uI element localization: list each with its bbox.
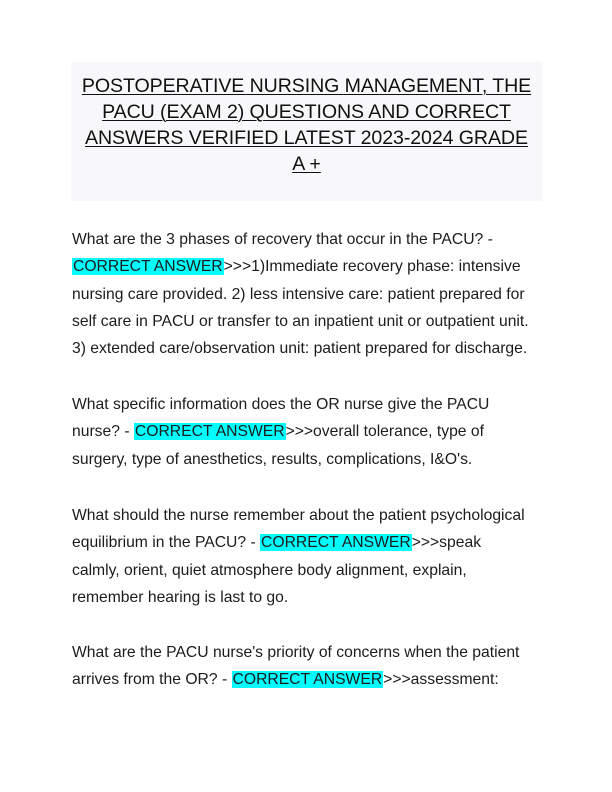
qa-item: [72, 502, 552, 611]
qa-item: [72, 639, 552, 694]
answer-line: [72, 529, 552, 556]
correct-answer-marker: CORRECT ANSWER: [134, 423, 285, 441]
answer-text: self care in PACU or transfer to an inpatient unit or outpatient unit.: [72, 312, 529, 330]
answer-text: surgery, type of anesthetics, results, complications, I&O's.: [72, 450, 473, 468]
answer-text: remember hearing is last to go.: [72, 588, 289, 606]
title-line: ANSWERS VERIFIED LATEST 2023-2024 GRADE: [85, 127, 528, 149]
title-line: PACU (EXAM 2) QUESTIONS AND CORRECT: [102, 101, 511, 123]
question-text: What are the PACU nurse's priority of concerns when the patient: [72, 644, 520, 661]
correct-answer-marker: CORRECT ANSWER: [261, 534, 411, 552]
question-text: equilibrium in the PACU? -: [72, 534, 261, 552]
answer-text: calmly, orient, quiet atmosphere body alignment, explain,: [72, 561, 467, 579]
title-line: POSTOPERATIVE NURSING MANAGEMENT, THE: [81, 75, 532, 97]
answer-line: [72, 666, 552, 693]
answer-text: >>>speak: [411, 534, 482, 552]
question-text: What specific information does the OR nurse give the PACU: [72, 396, 490, 413]
question-text: arrives from the OR? -: [72, 671, 232, 689]
answer-text: 3) extended care/observation unit: patient prepared for discharge.: [72, 340, 528, 358]
title-line: A +: [292, 153, 321, 175]
correct-answer-marker: CORRECT ANSWER: [73, 258, 223, 276]
answer-text: nursing care provided. 2) less intensive care: patient prepared for: [72, 285, 525, 303]
qa-item: [72, 226, 552, 362]
correct-answer-marker: CORRECT ANSWER: [232, 671, 383, 689]
qa-item: [72, 391, 552, 473]
answer-text: >>>overall tolerance, type of: [285, 423, 484, 441]
title-box: [71, 62, 542, 201]
answer-line: [72, 418, 552, 445]
answer-line: [72, 253, 552, 280]
document-title: [71, 73, 542, 177]
question-text: What should the nurse remember about the patient psychological: [72, 507, 525, 524]
question-text: nurse? -: [72, 423, 134, 441]
answer-text: >>>assessment:: [383, 671, 499, 689]
question-text: What are the 3 phases of recovery that occur in the PACU? -: [72, 231, 493, 248]
answer-text: >>>1)Immediate recovery phase: intensive: [223, 258, 521, 276]
